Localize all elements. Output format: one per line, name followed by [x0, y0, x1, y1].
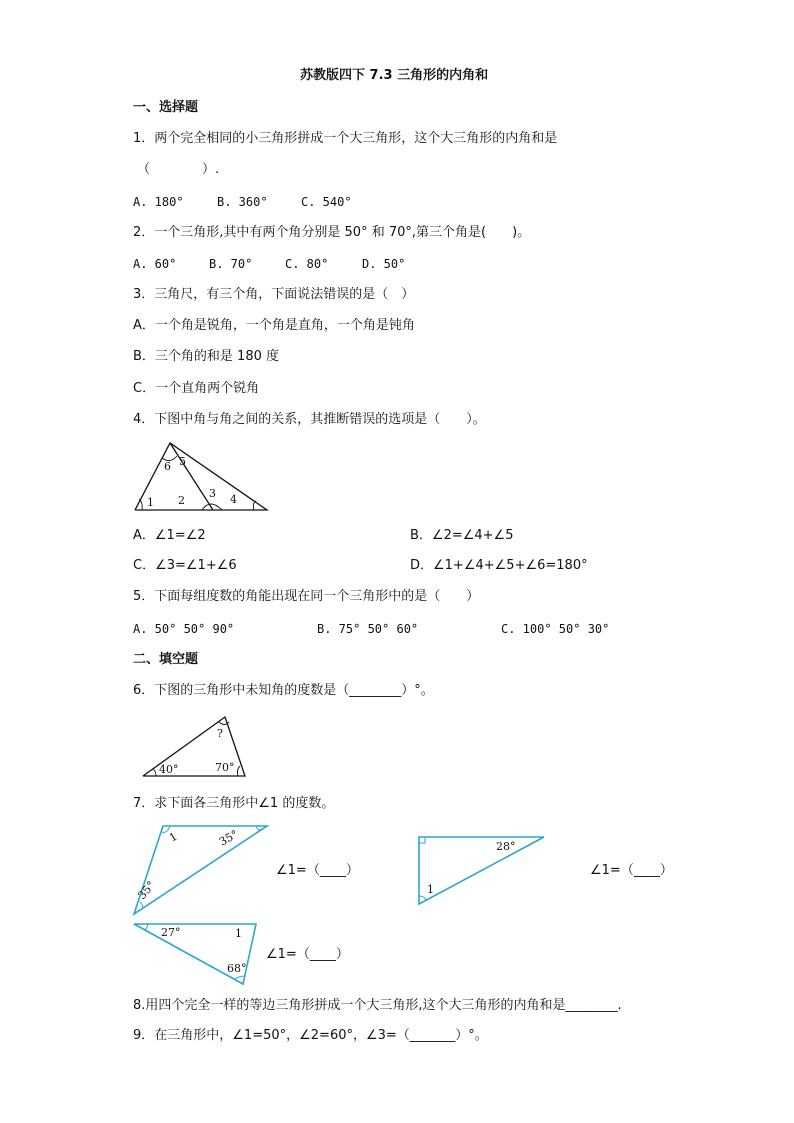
question-4-triangle-figure [130, 440, 270, 514]
question-5-option-c: C. 100° 50° 30° [501, 622, 610, 636]
section-heading-fill: 二、填空题 [133, 652, 199, 667]
q7b-label-1: 1 [427, 883, 434, 896]
q7a-label-1: 1 [167, 829, 180, 845]
question-1-option-c: C. 540° [301, 195, 352, 209]
q4-label-2: 2 [178, 494, 185, 507]
question-7-answer-a: ∠1=（____） [276, 863, 359, 878]
question-1-stem: 1．两个完全相同的小三角形拼成一个大三角形，这个大三角形的内角和是 [133, 131, 558, 146]
question-2-option-d: D. 50° [362, 257, 406, 271]
question-1-option-a: A. 180° [133, 195, 184, 209]
question-4-option-c: C．∠3=∠1+∠6 [133, 558, 237, 573]
question-3-option-c: C．一个直角两个锐角 [133, 381, 260, 396]
q6-label-unknown: ? [217, 727, 223, 740]
question-3-option-a: A．一个角是锐角，一个角是直角，一个角是钝角 [133, 318, 415, 333]
section-heading-choice: 一、选择题 [133, 100, 199, 115]
question-7-triangle-c [131, 921, 259, 989]
q7c-label-68: 68° [227, 962, 247, 975]
question-1-option-b: B. 360° [217, 195, 268, 209]
question-7-triangle-a [130, 822, 270, 918]
q7c-label-1: 1 [235, 927, 242, 940]
question-4-option-d: D．∠1+∠4+∠5+∠6=180° [410, 558, 588, 573]
question-5-option-b: B. 75° 50° 60° [317, 622, 419, 636]
question-5-option-a: A. 50° 50° 90° [133, 622, 235, 636]
q4-label-6: 6 [164, 460, 171, 473]
question-6-triangle-figure [140, 714, 250, 780]
question-6-stem: 6．下图的三角形中未知角的度数是（________）°。 [133, 683, 434, 698]
q7b-label-28: 28° [496, 840, 516, 853]
question-2-stem: 2．一个三角形,其中有两个角分别是 50° 和 70°,第三个角是( )。 [133, 225, 531, 240]
question-8-stem: 8.用四个完全一样的等边三角形拼成一个大三角形,这个大三角形的内角和是________. [133, 998, 622, 1013]
q4-label-5: 5 [179, 455, 186, 468]
question-7-answer-b: ∠1=（____） [590, 863, 673, 878]
question-2-option-b: B. 70° [209, 257, 253, 271]
q4-label-4: 4 [230, 493, 237, 506]
q7a-label-35-top: 35° [217, 827, 241, 849]
question-7-answer-c: ∠1=（____） [266, 947, 349, 962]
question-7-triangle-b [416, 834, 548, 908]
question-1-blank: （ ）. [137, 162, 220, 177]
q6-label-40: 40° [159, 763, 179, 776]
q7c-label-27: 27° [161, 926, 181, 939]
question-9-stem: 9．在三角形中，∠1=50°，∠2=60°，∠3=（_______）°。 [133, 1028, 488, 1043]
question-3-option-b: B．三个角的和是 180 度 [133, 349, 279, 364]
question-2-option-a: A. 60° [133, 257, 177, 271]
q7a-label-35-bottom: 35° [135, 878, 158, 902]
question-4-stem: 4．下图中角与角之间的关系，其推断错误的选项是（ ）。 [133, 412, 486, 427]
q6-label-70: 70° [215, 761, 235, 774]
question-4-option-b: B．∠2=∠4+∠5 [410, 528, 514, 543]
question-7-stem: 7．求下面各三角形中∠1 的度数。 [133, 796, 335, 811]
q4-label-1: 1 [147, 496, 154, 509]
page-title: 苏教版四下 7.3 三角形的内角和 [300, 68, 489, 83]
question-4-option-a: A．∠1=∠2 [133, 528, 206, 543]
question-5-stem: 5．下面每组度数的角能出现在同一个三角形中的是（ ） [133, 589, 480, 604]
q4-label-3: 3 [209, 487, 216, 500]
question-2-option-c: C. 80° [285, 257, 329, 271]
question-3-stem: 3．三角尺，有三个角，下面说法错误的是（ ） [133, 287, 415, 302]
